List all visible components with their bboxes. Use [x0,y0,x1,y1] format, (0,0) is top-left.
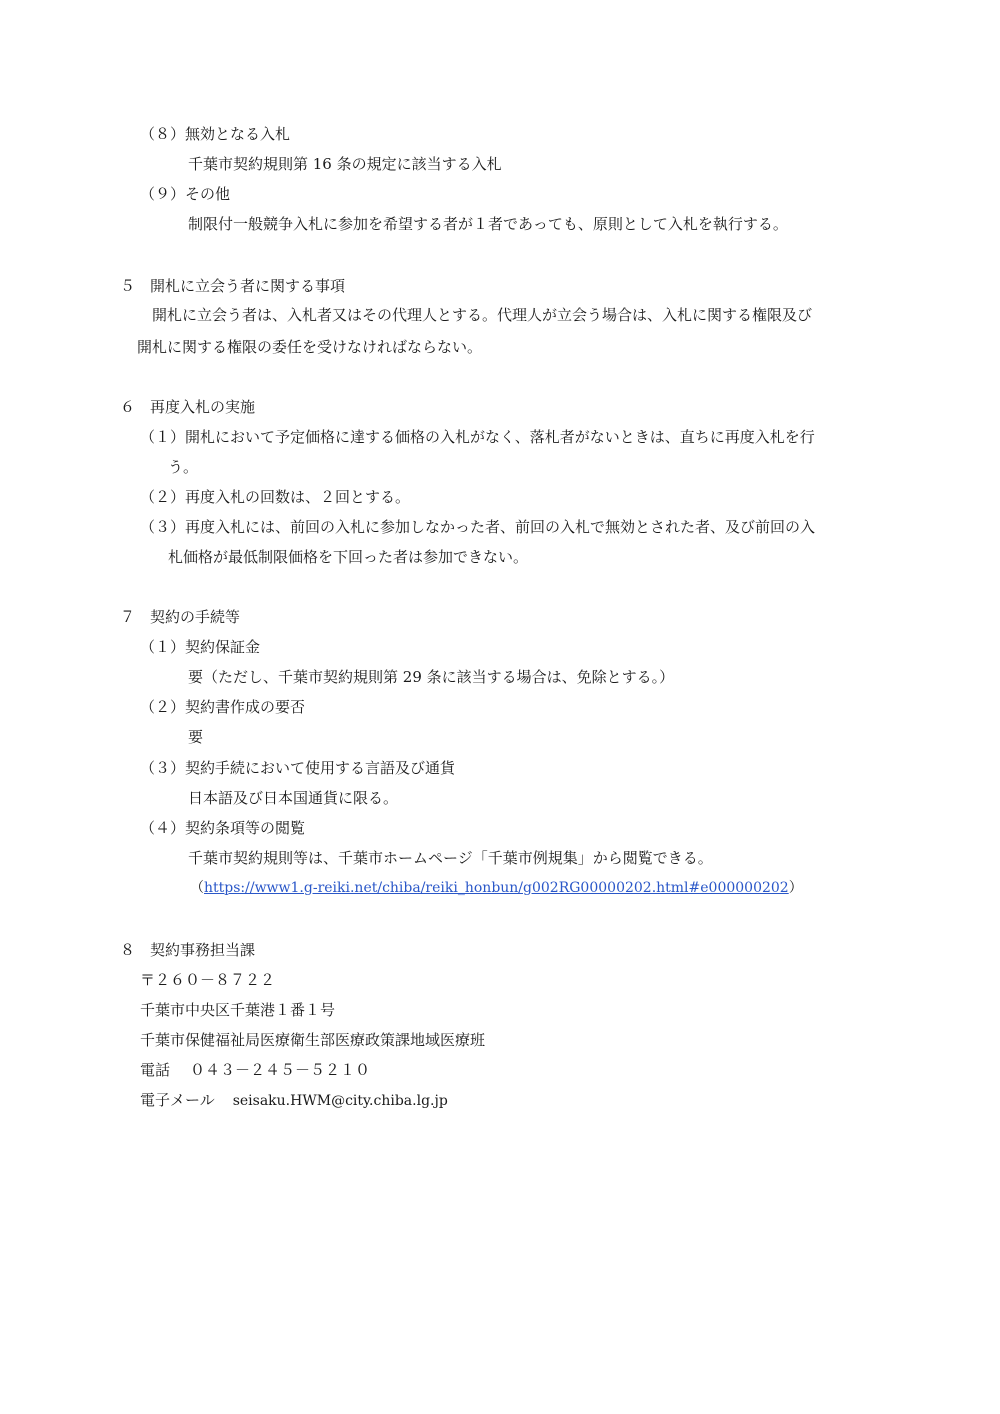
reiki-link[interactable]: https://www1.g-reiki.net/chiba/reiki_honbun/g002RG00000202.html#e000000202 [204,880,789,896]
address: 千葉市中央区千葉港１番１号 [140,1001,336,1019]
section-7-title: ７ 契約の手続等 [120,608,241,626]
link-close-paren: ） [788,880,803,896]
email-address: seisaku.HWM@city.chiba.lg.jp [232,1093,448,1109]
section-6-item-2: （２）再度入札の回数は、２回とする。 [140,488,411,506]
section-6-item-3-line-2: 札価格が最低制限価格を下回った者は参加できない。 [168,548,529,566]
section-8-title: ８ 契約事務担当課 [120,941,256,959]
link-open-paren: （ [190,880,204,896]
section-6-item-1-line-2: う。 [168,458,199,476]
section-7-item-2-heading: （２）契約書作成の要否 [140,698,306,716]
section-6-item-3-line-1: （３）再度入札には、前回の入札に参加しなかった者、前回の入札で無効とされた者、及び前回の入 [140,518,816,536]
section-7-item-2-body: 要 [188,728,204,746]
section-6-title: ６ 再度入札の実施 [120,398,256,416]
section-7-item-1-body: 要（ただし、千葉市契約規則第 29 条に該当する場合は、免除とする。） [188,668,675,686]
section-7-item-4-link-line [190,878,803,898]
phone-label: 電話 [140,1061,171,1079]
section-5-title: ５ 開札に立会う者に関する事項 [120,277,346,295]
section-7-item-3-heading: （３）契約手続において使用する言語及び通貨 [140,759,456,777]
postal-code: 〒２６０－８７２２ [140,971,276,989]
item-8-heading: （８）無効となる入札 [140,125,291,143]
phone-line [140,1060,370,1080]
section-7-item-1-heading: （１）契約保証金 [140,638,261,656]
email-line [140,1090,448,1111]
section-7-item-4-body: 千葉市契約規則等は、千葉市ホームページ「千葉市例規集」から閲覧できる。 [188,849,713,867]
section-6-item-1-line-1: （１）開札において予定価格に達する価格の入札がなく、落札者がないときは、直ちに再度入札を行 [140,428,815,446]
department: 千葉市保健福祉局医療衛生部医療政策課地域医療班 [140,1031,486,1049]
section-7-item-3-body: 日本語及び日本国通貨に限る。 [188,789,399,807]
item-9-heading: （９）その他 [140,185,231,203]
item-9-body: 制限付一般競争入札に参加を希望する者が１者であっても、原則として入札を執行する。 [188,215,788,233]
section-7-item-4-heading: （４）契約条項等の閲覧 [140,819,306,837]
item-8-body: 千葉市契約規則第 16 条の規定に該当する入札 [188,155,502,173]
phone-number: ０４３－２４５－５２１０ [190,1061,371,1079]
section-5-paragraph-line-2: 開札に関する権限の委任を受けなければならない。 [137,338,483,356]
email-label: 電子メール [140,1091,215,1109]
section-5-paragraph-line-1: 開札に立会う者は、入札者又はその代理人とする。代理人が立会う場合は、入札に関する権限及び [152,306,813,324]
